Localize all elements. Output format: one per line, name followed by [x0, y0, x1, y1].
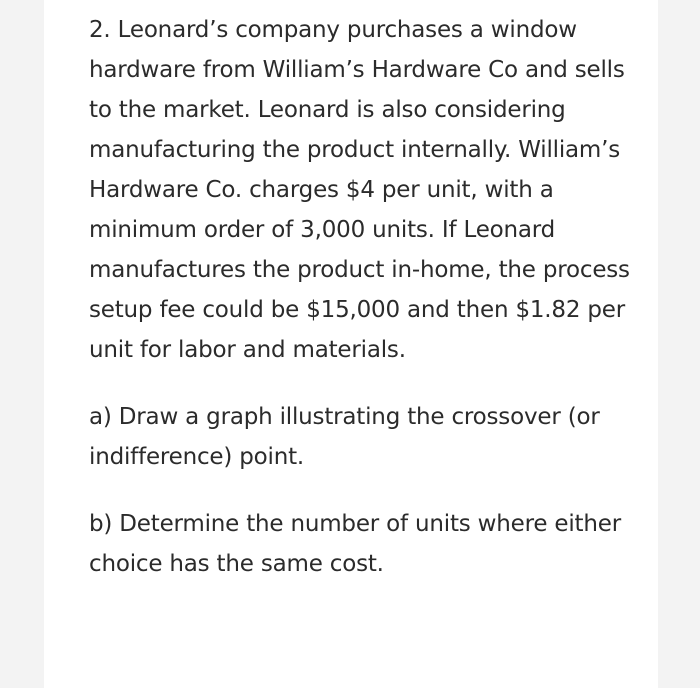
- part-b: b) Determine the number of units where either choice has the same cost.: [89, 511, 621, 577]
- part-a: a) Draw a graph illustrating the crossover (or indifference) point.: [89, 404, 600, 470]
- question-block: [89, 10, 634, 584]
- problem-statement: 2. Leonard’s company purchases a window hardware from William’s Hardware Co and sells to the market. Leonard is also considering manufacturing the product internally. William’s Hardware Co. charges $4 per unit, with a minimum order of 3,000 units. If Leonard manufactures the product in-home, the process setup fee could be $15,000 and then $1.82 per unit for labor and materials.: [89, 17, 630, 363]
